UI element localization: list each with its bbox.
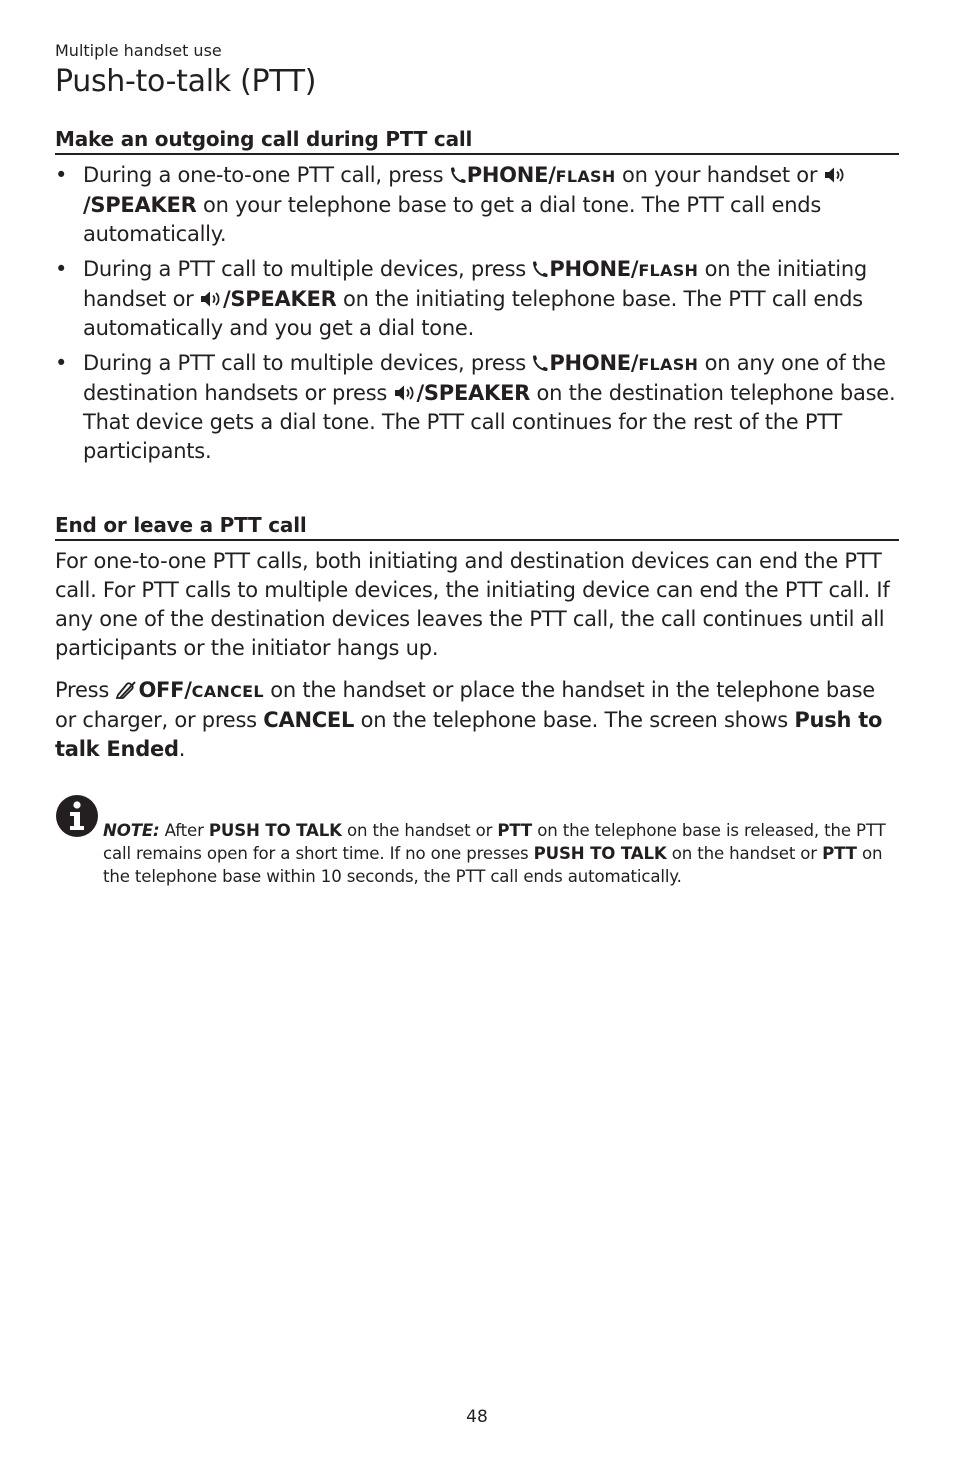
- phone-icon: [532, 261, 548, 279]
- paragraph-text: Press: [55, 678, 116, 702]
- bullet-text: During a PTT call to multiple devices, press: [83, 351, 533, 375]
- push-to-talk-key: PUSH TO TALK: [533, 844, 667, 863]
- note-text-part: on the telephone base is released, the PTT call remains open for a short time. If no one presses: [103, 821, 886, 863]
- bullet-dot: •: [55, 257, 68, 281]
- phone-key-label: PHONE/: [466, 163, 556, 187]
- info-icon: [55, 794, 99, 838]
- breadcrumb: Multiple handset use: [55, 41, 222, 60]
- phone-icon: [450, 167, 466, 185]
- speaker-icon: [394, 383, 416, 403]
- page: [55, 40, 899, 888]
- speaker-key-label: /SPEAKER: [223, 287, 337, 311]
- page-number: 48: [466, 1407, 488, 1427]
- screen-message: Push to talk Ended: [55, 708, 883, 761]
- list-item: [55, 161, 899, 249]
- bullet-text: on the initiating handset or: [83, 257, 868, 311]
- bullet-text: on the destination telephone base. That device gets a dial tone. The PTT call continues for the rest of the PTT participants.: [83, 381, 896, 463]
- push-to-talk-key: PUSH TO TALK: [208, 821, 342, 840]
- section-heading-end-call: End or leave a PTT call: [55, 512, 899, 541]
- flash-key-label: FLASH: [638, 355, 699, 374]
- section-end-call: [55, 512, 899, 764]
- bullet-dot: •: [55, 351, 68, 375]
- note-label: NOTE:: [103, 821, 160, 840]
- note-box: [55, 794, 899, 888]
- speaker-key-label: /SPEAKER: [83, 193, 197, 217]
- paragraph: For one-to-one PTT calls, both initiating and destination devices can end the PTT call. For PTT calls to multiple devices, the initiating device can end the PTT call. If any one of the destination devices leaves the PTT call, the call continues until all participants or the initiator hangs up.: [55, 549, 890, 660]
- cancel-key-label: CANCEL: [191, 682, 264, 701]
- flash-key-label: FLASH: [638, 261, 699, 280]
- ptt-key: PTT: [822, 844, 857, 863]
- bullet-text: on any one of the destination handsets or press: [83, 351, 886, 405]
- bullet-text: on your telephone base to get a dial tone. The PTT call ends automatically.: [83, 193, 822, 246]
- note-text-part: on the handset or: [666, 844, 823, 863]
- phone-key-label: PHONE/: [549, 257, 639, 281]
- paragraph-text: .: [178, 737, 186, 761]
- flash-key-label: FLASH: [555, 167, 616, 186]
- speaker-icon: [824, 165, 846, 185]
- paragraph-text: on the telephone base. The screen shows: [354, 708, 795, 732]
- list-item: [55, 349, 899, 466]
- bullet-text: During a one-to-one PTT call, press: [83, 163, 450, 187]
- ptt-key: PTT: [497, 821, 533, 840]
- paragraph-text: on the handset or place the handset in the telephone base or charger, or press: [55, 678, 875, 732]
- paragraph: [55, 676, 899, 764]
- note-text-part: on the telephone base within 10 seconds, the PTT call ends automatically.: [103, 844, 883, 886]
- page-title: Push-to-talk (PTT): [55, 64, 317, 99]
- speaker-key-label: /SPEAKER: [416, 381, 531, 405]
- bullet-list: [55, 161, 899, 466]
- bullet-text: During a PTT call to multiple devices, press: [83, 257, 533, 281]
- note-text-part: on the handset or: [341, 821, 498, 840]
- off-key-label: OFF/: [138, 678, 192, 702]
- section-heading-outgoing-call: Make an outgoing call during PTT call: [55, 126, 899, 155]
- bullet-text: on the initiating telephone base. The PTT call ends automatically and you get a dial tone.: [83, 287, 863, 340]
- list-item: [55, 255, 899, 343]
- phone-icon: [532, 355, 548, 373]
- cancel-base-key-label: CANCEL: [263, 708, 355, 732]
- phone-key-label: PHONE/: [549, 351, 639, 375]
- bullet-text: on your handset or: [615, 163, 824, 187]
- off-cancel-icon: [115, 680, 137, 700]
- note-text: [103, 794, 899, 888]
- note-text-part: After: [159, 821, 209, 840]
- speaker-icon: [200, 289, 222, 309]
- bullet-dot: •: [55, 163, 68, 187]
